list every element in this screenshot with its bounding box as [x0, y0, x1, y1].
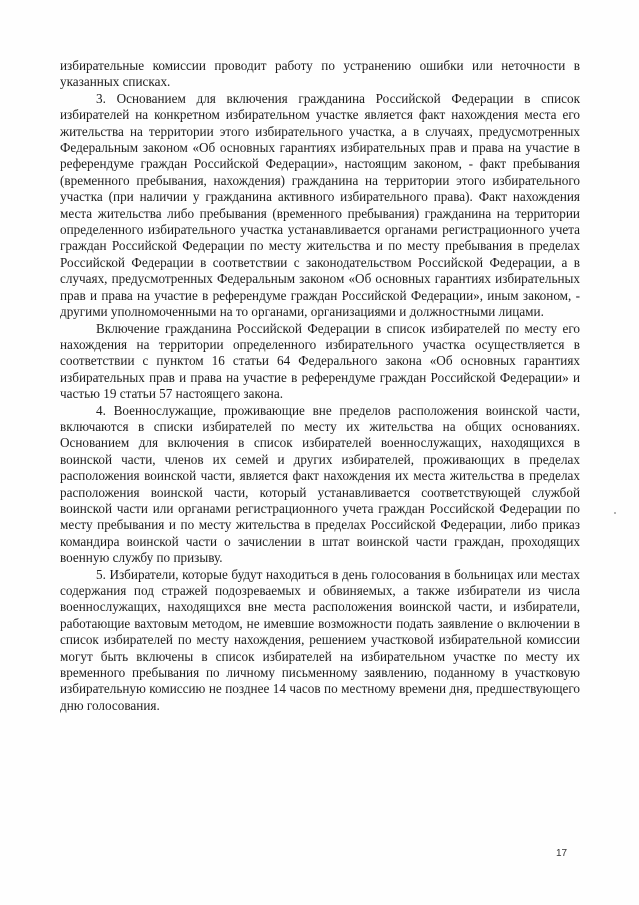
- paragraph-clause-3: 3. Основанием для включения гражданина Российской Федерации в список избирателей на конкретном избирательном участке является факт нахождения места его жительства на территории этого избирательного участка, а в случаях, предусмотренных Федеральным законом «Об основных гарантиях избирательных прав и права на участие в референдуме граждан Российской Федерации», настоящим законом, - факт пребывания (временного пребывания, нахождения) гражданина на территории этого избирательного участка (при наличии у гражданина активного избирательного права). Факт нахождения места жительства либо пребывания (временного пребывания) гражданина на территории определенного избирательного участка устанавливается органами регистрационного учета граждан Российской Федерации по месту жительства и по месту пребывания в пределах Российской Федерации в соответствии с законодательством Российской Федерации, а в случаях, предусмотренных Федеральным законом «Об основных гарантиях избирательных прав и права на участие в референдуме граждан Российской Федерации», иным законом, - другими уполномоченными на то органами, организациями и должностными лицами.: [60, 90, 580, 320]
- page-number: 17: [556, 848, 568, 859]
- paragraph-clause-3-inclusion: Включение гражданина Российской Федерации в список избирателей по месту его нахождения на территории определенного избирательного участка осуществляется в соответствии с пунктом 16 статьи 64 Федерального закона «Об основных гарантиях избирательных прав и права на участие в референдуме граждан Российской Федерации» и частью 19 статьи 57 настоящего закона.: [60, 320, 580, 402]
- paragraph-clause-5: 5. Избиратели, которые будут находиться в день голосования в больницах или местах содержания под стражей подозреваемых и обвиняемых, а также избиратели из числа военнослужащих, находящихся вне места расположения воинской части, и избиратели, работающие вахтовым методом, не имевшие возможности подать заявление о включении в список избирателей по месту нахождения, решением участковой избирательной комиссии могут быть включены в список избирателей на избирательном участке по месту их временного пребывания по личному письменному заявлению, поданному в участковую избирательную комиссию не позднее 14 часов по местному времени дня, предшествующего дню голосования.: [60, 566, 580, 713]
- scan-speck: [614, 512, 616, 514]
- paragraph-continuation: избирательные комиссии проводит работу по устранению ошибки или неточности в указанных списках.: [60, 58, 580, 90]
- paragraph-clause-4: 4. Военнослужащие, проживающие вне пределов расположения воинской части, включаются в списки избирателей по месту их жительства на общих основаниях. Основанием для включения в список избирателей военнослужащих, находящихся в воинской части, членов их семей и других избирателей, проживающих в пределах расположения воинской части, является факт нахождения их места жительства в пределах расположения воинской части, который устанавливается соответствующей службой воинской части или органами регистрационного учета граждан Российской Федерации по месту пребывания и по месту жительства в пределах Российской Федерации, либо приказ командира воинской части о зачислении в штат воинской части граждан, проходящих военную службу по призыву.: [60, 402, 580, 566]
- document-body: [60, 58, 580, 714]
